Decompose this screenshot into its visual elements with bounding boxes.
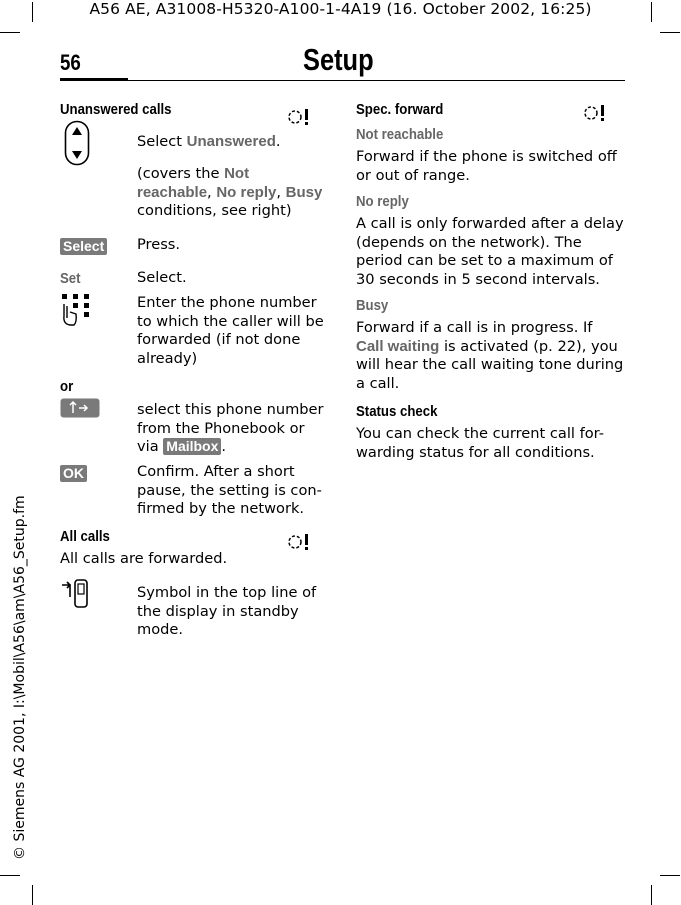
ok-softkey: OK xyxy=(60,463,87,482)
header-rule xyxy=(128,80,625,81)
step-set-select: Select. xyxy=(137,269,187,286)
call-forward-symbol-icon xyxy=(60,578,92,610)
network-service-icon xyxy=(288,108,314,126)
select-softkey: Select xyxy=(60,236,107,255)
menu-key-call-waiting: Call waiting xyxy=(356,337,440,355)
symbol-desc: Symbol in the top line of the display in standby mode. xyxy=(137,584,317,639)
not-reachable-desc: Forward if the phone is switched off or out of range. xyxy=(356,148,617,184)
menu-key-unanswered: Unanswered xyxy=(186,133,276,150)
label-busy: Busy xyxy=(356,297,389,314)
crop-mark xyxy=(0,875,20,876)
section-heading-all-calls: All calls xyxy=(60,528,110,545)
page-title: Setup xyxy=(303,42,374,77)
mailbox-softkey: Mailbox xyxy=(163,438,221,455)
page-number: 56 xyxy=(60,50,81,75)
or-label: or xyxy=(60,378,74,395)
copyright-sidebar: © Siemens AG 2001, I:\Mobil\A56\am\A56_Setup.fm xyxy=(12,495,28,860)
section-heading-status-check: Status check xyxy=(356,403,438,420)
crop-mark xyxy=(660,32,680,33)
busy-desc: Forward if a call is in progress. If Call waiting is activated (p. 22), you will hear the call waiting tone during a call. xyxy=(356,319,624,392)
header-rule xyxy=(60,78,128,81)
crop-mark xyxy=(660,875,680,876)
step-confirm: Confirm. After a short pause, the setting is con-firmed by the network. xyxy=(137,463,322,518)
network-service-icon xyxy=(584,104,610,122)
section-heading-spec-forward: Spec. forward xyxy=(356,101,444,118)
set-key: Set xyxy=(60,270,81,287)
step-select-unanswered: Select Unanswered. xyxy=(137,133,281,150)
covers-note: (covers the Not reachable, No reply, Busy conditions, see right) xyxy=(137,165,323,220)
no-reply-desc: A call is only forwarded after a delay (depends on the network). The period can be set to a maximum of 30 seconds in 5 second intervals. xyxy=(356,215,624,288)
phonebook-key-icon xyxy=(60,398,100,418)
status-check-desc: You can check the current call for-warding status for all conditions. xyxy=(356,425,604,461)
label-no-reply: No reply xyxy=(356,193,409,210)
section-heading-unanswered: Unanswered calls xyxy=(60,101,172,118)
step-press: Press. xyxy=(137,236,181,253)
crop-mark xyxy=(0,32,20,33)
crop-mark xyxy=(651,885,652,905)
network-service-icon xyxy=(288,533,314,551)
step-enter-number: Enter the phone number to which the caller will be forwarded (if not done already) xyxy=(137,294,324,367)
label-not-reachable: Not reachable xyxy=(356,126,444,143)
document-info: A56 AE, A31008-H5320-A100-1-4A19 (16. October 2002, 16:25) xyxy=(89,0,592,18)
navigation-key-icon xyxy=(64,120,90,166)
step-phonebook: select this phone number from the Phonebook or via Mailbox . xyxy=(137,401,324,456)
all-calls-desc: All calls are forwarded. xyxy=(60,550,228,567)
crop-mark xyxy=(32,885,33,905)
keypad-icon xyxy=(60,292,92,328)
